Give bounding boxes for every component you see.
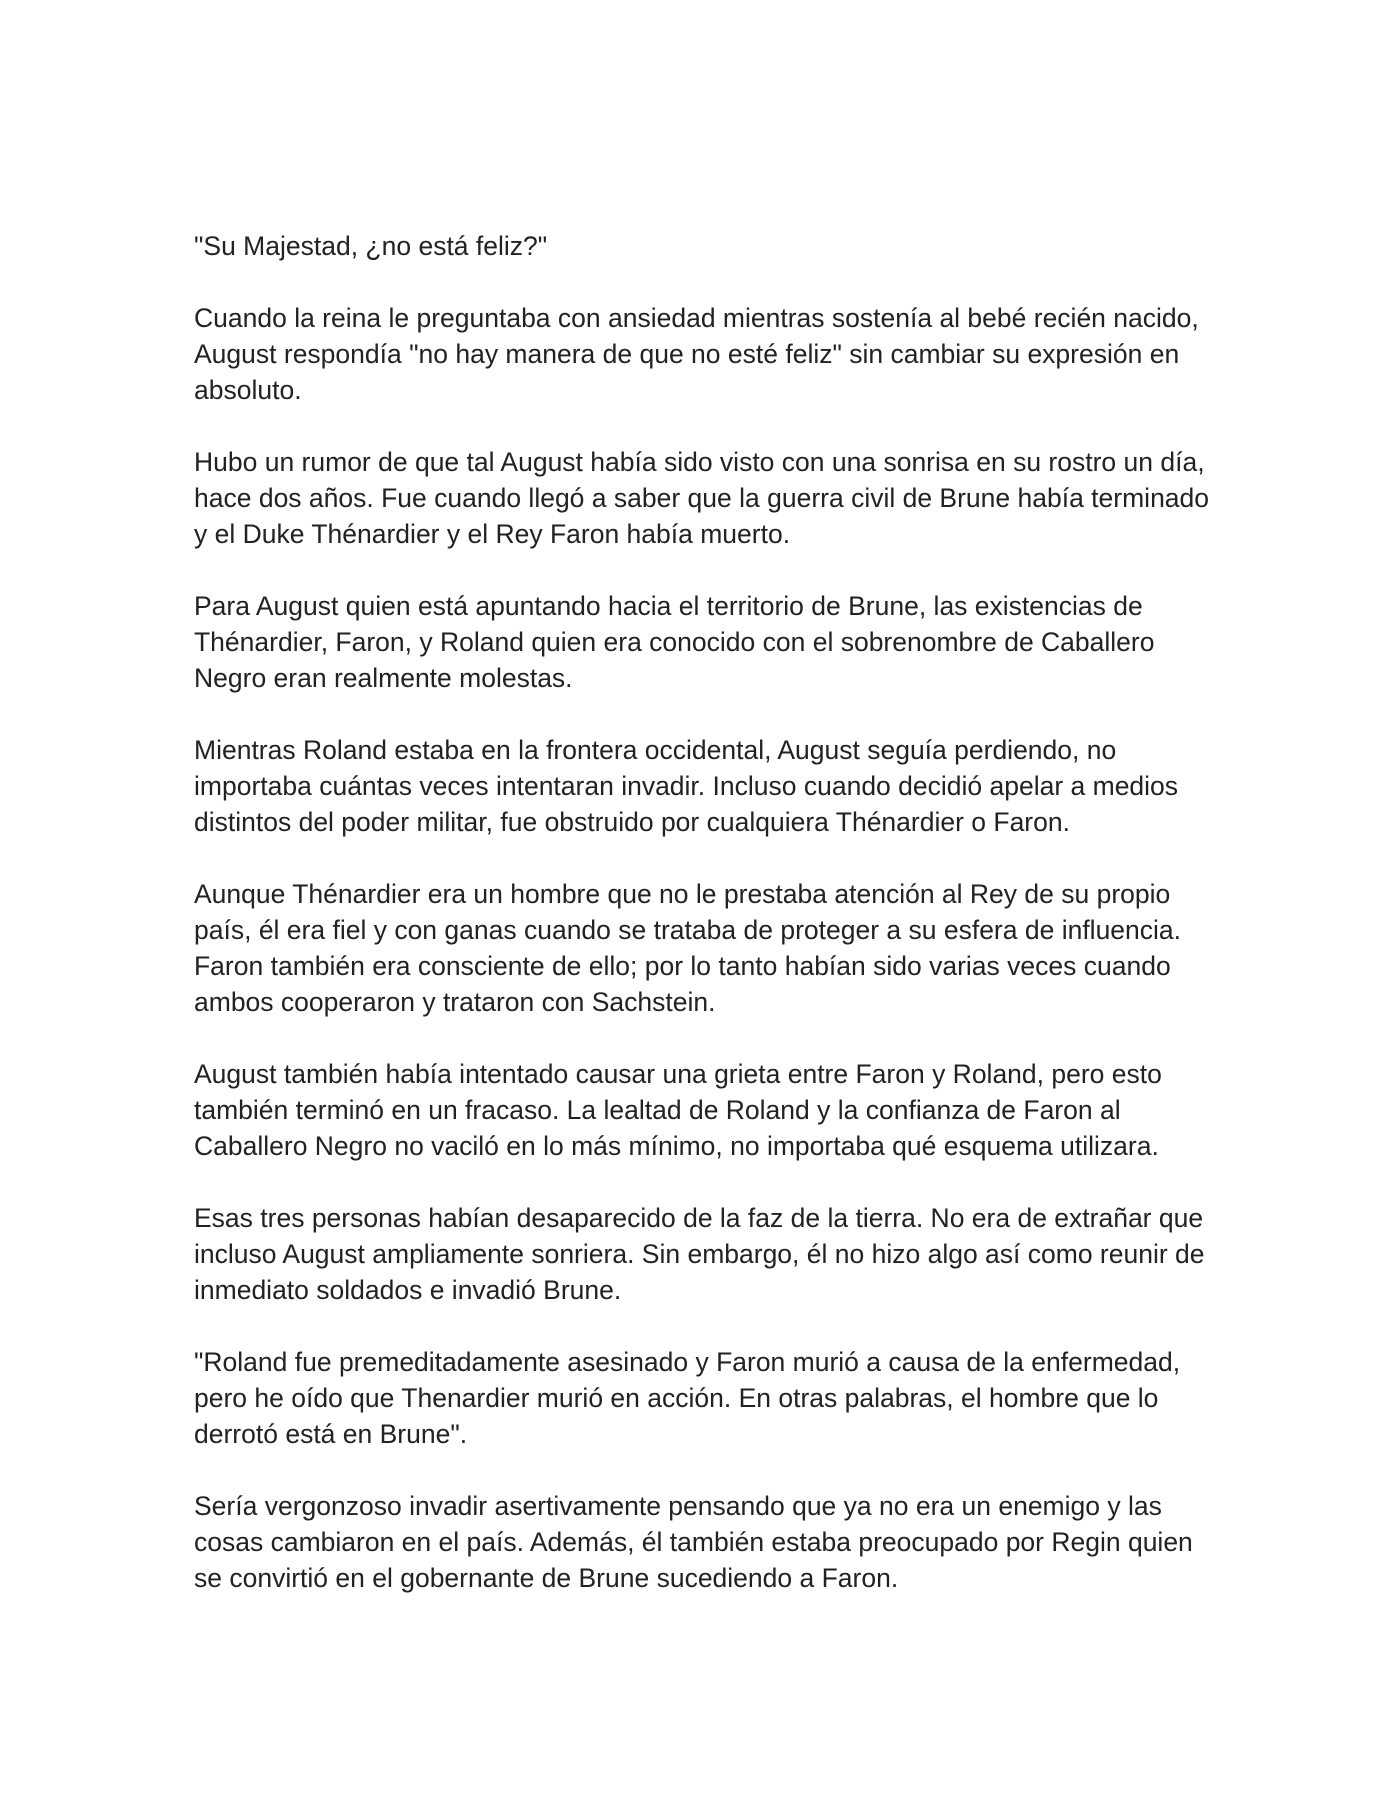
paragraph-3: Hubo un rumor de que tal August había sido visto con una sonrisa en su rostro un día, hace dos años. Fue cuando llegó a saber que la guerra civil de Brune había terminado y el Duke Thénardier y el Rey Faron había muerto. bbox=[194, 447, 1210, 549]
paragraph-2: Cuando la reina le preguntaba con ansiedad mientras sostenía al bebé recién nacido, August respondía "no hay manera de que no esté feliz" sin cambiar su expresión en absoluto. bbox=[194, 303, 1199, 405]
paragraph-5: Mientras Roland estaba en la frontera occidental, August seguía perdiendo, no importaba cuántas veces intentaran invadir. Incluso cuando decidió apelar a medios distintos del poder militar, fue obstruido por cualquiera Thénardier o Faron. bbox=[194, 735, 1179, 837]
paragraph-8: Esas tres personas habían desaparecido de la faz de la tierra. No era de extrañar que incluso August ampliamente sonriera. Sin embargo, él no hizo algo así como reunir de inmediato soldados e invadió Brune. bbox=[194, 1203, 1205, 1305]
paragraph-9: "Roland fue premeditadamente asesinado y Faron murió a causa de la enfermedad, pero he oído que Thenardier murió en acción. En otras palabras, el hombre que lo derrotó está en Brune". bbox=[194, 1347, 1181, 1449]
paragraph-10: Sería vergonzoso invadir asertivamente pensando que ya no era un enemigo y las cosas cambiaron en el país. Además, él también estaba preocupado por Regin quien se convirtió en el gobernante de Brune sucediendo a Faron. bbox=[194, 1491, 1193, 1593]
document-body bbox=[194, 228, 1214, 1632]
paragraph-1: "Su Majestad, ¿no está feliz?" bbox=[194, 231, 548, 261]
paragraph-4: Para August quien está apuntando hacia el territorio de Brune, las existencias de Thénardier, Faron, y Roland quien era conocido con el sobrenombre de Caballero Negro eran realmente molestas. bbox=[194, 591, 1155, 693]
paragraph-6: Aunque Thénardier era un hombre que no le prestaba atención al Rey de su propio país, él era fiel y con ganas cuando se trataba de proteger a su esfera de influencia. Faron también era consciente de ello; por lo tanto habían sido varias veces cuando ambos cooperaron y trataron con Sachstein. bbox=[194, 879, 1182, 1017]
paragraph-7: August también había intentado causar una grieta entre Faron y Roland, pero esto también terminó en un fracaso. La lealtad de Roland y la confianza de Faron al Caballero Negro no vaciló en lo más mínimo, no importaba qué esquema utilizara. bbox=[194, 1059, 1162, 1161]
